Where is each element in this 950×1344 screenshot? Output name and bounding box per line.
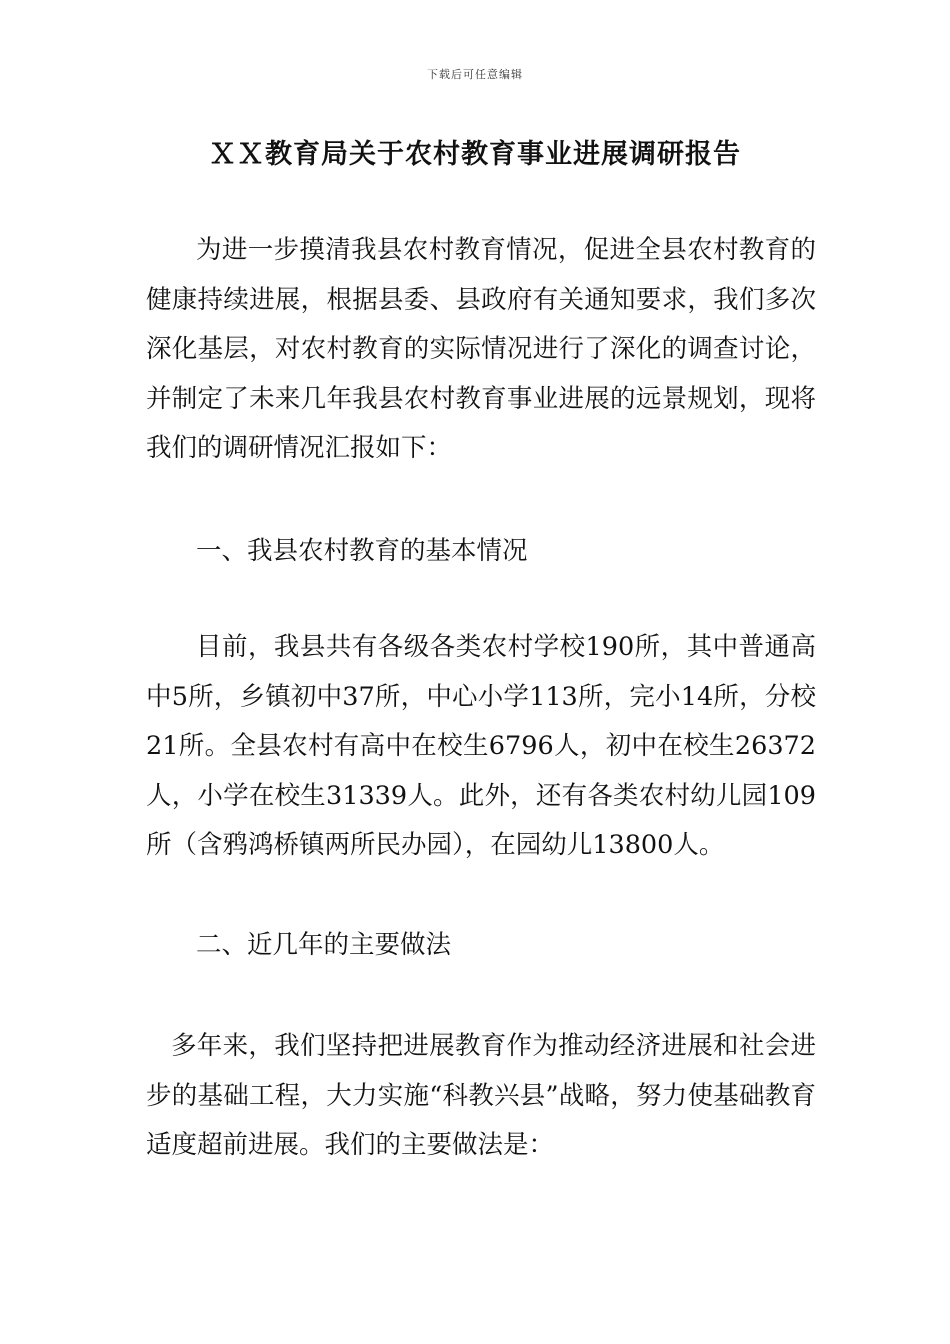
- section-1-heading: 一、我县农村教育的基本情况: [196, 536, 528, 566]
- section-1-paragraph: 目前，我县共有各级各类农村学校190所，其中普通高中5所，乡镇初中37所，中心小学113所，完小14所，分校21所。全县农村有高中在校生6796人，初中在校生26372人，小学在校生31339人。此外，还有各类农村幼儿园109所（含鸦鸿桥镇两所民办园），在园幼儿13800人。: [146, 632, 816, 860]
- document-title: ＸＸ教育局关于农村教育事业进展调研报告: [209, 139, 741, 170]
- section-2-paragraph: 多年来，我们坚持把进展教育作为推动经济进展和社会进步的基础工程，大力实施“科教兴县”战略，努力使基础教育适度超前进展。我们的主要做法是：: [146, 1031, 816, 1160]
- intro-paragraph: 为进一步摸清我县农村教育情况，促进全县农村教育的健康持续进展，根据县委、县政府有关通知要求，我们多次深化基层，对农村教育的实际情况进行了深化的调查讨论，并制定了未来几年我县农村教育事业进展的远景规划，现将我们的调研情况汇报如下：: [146, 235, 816, 463]
- page-header-note: 下载后可任意编辑: [427, 68, 523, 81]
- section-2-heading: 二、近几年的主要做法: [196, 930, 452, 960]
